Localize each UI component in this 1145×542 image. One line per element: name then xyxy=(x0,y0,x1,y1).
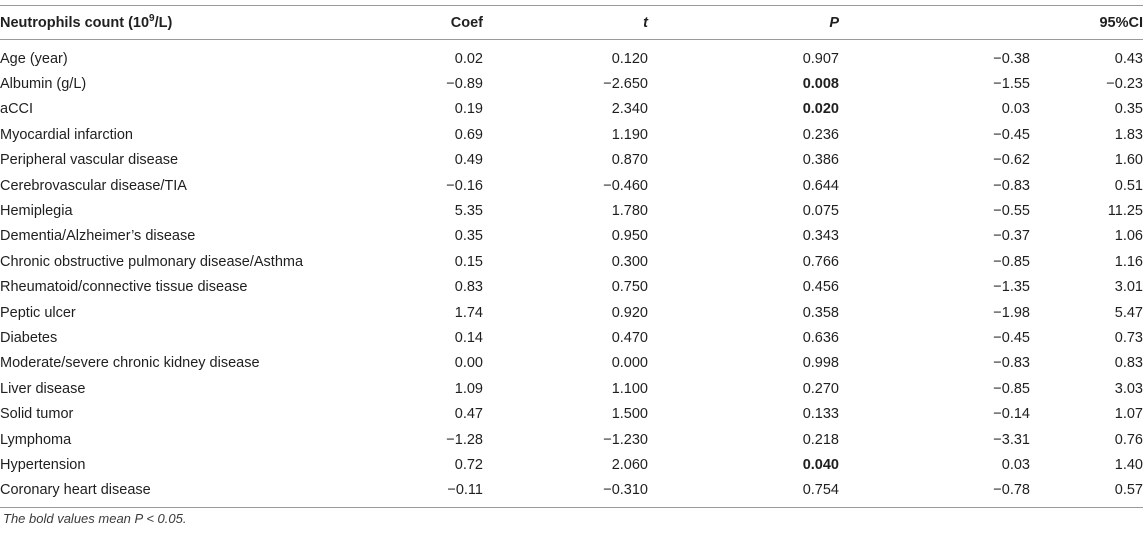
table-row xyxy=(0,401,1143,426)
ci-lower-value: −0.78 xyxy=(839,478,1030,508)
table-row xyxy=(0,198,1143,223)
row-label: Peripheral vascular disease xyxy=(0,152,179,169)
ci-lower-value: −0.62 xyxy=(993,152,1030,169)
ci-upper-value: 1.40 xyxy=(1114,456,1143,473)
table-row xyxy=(0,452,1143,477)
ci-upper-value: 5.47 xyxy=(1114,304,1143,321)
row-label: Lymphoma xyxy=(0,431,72,448)
row-label: aCCI xyxy=(0,101,34,118)
p-value: 0.644 xyxy=(802,177,839,194)
row-label: Dementia/Alzheimer’s disease xyxy=(0,228,196,245)
coef-value: −1.28 xyxy=(446,431,483,448)
regression-table xyxy=(0,5,1143,508)
ci-lower-value: −1.55 xyxy=(993,76,1030,93)
ci-lower-value: −0.85 xyxy=(993,253,1030,270)
t-value: 1.780 xyxy=(611,203,648,220)
p-value: 0.218 xyxy=(802,431,839,448)
t-value: 1.190 xyxy=(611,126,648,143)
t-value: 0.950 xyxy=(611,228,648,245)
table-row xyxy=(0,249,1143,274)
row-label: Rheumatoid/connective tissue disease xyxy=(0,279,248,296)
p-value: 0.075 xyxy=(802,203,839,220)
row-label: Chronic obstructive pulmonary disease/Asthma xyxy=(0,253,304,270)
row-label: Liver disease xyxy=(0,380,86,397)
p-value: 0.386 xyxy=(802,152,839,169)
table-row xyxy=(0,148,1143,173)
t-value: −2.650 xyxy=(603,76,648,93)
p-value: 0.754 xyxy=(648,478,839,508)
coef-value: 0.14 xyxy=(454,329,483,346)
table-row xyxy=(0,122,1143,147)
t-value: −0.310 xyxy=(483,478,648,508)
row-label: Age (year) xyxy=(0,50,68,67)
ci-lower-value: 0.03 xyxy=(1001,101,1030,118)
p-value: 0.270 xyxy=(802,380,839,397)
header-label: Neutrophils count $(10^9/L)$ xyxy=(0,6,350,40)
ci-lower-value: −0.83 xyxy=(993,355,1030,372)
table-row xyxy=(0,325,1143,350)
row-label: Albumin (g/L) xyxy=(0,76,87,93)
ci-upper-value: 1.16 xyxy=(1114,253,1143,270)
coef-value: 0.15 xyxy=(454,253,483,270)
t-value: 1.500 xyxy=(611,406,648,423)
table-row xyxy=(0,427,1143,452)
t-value: 0.470 xyxy=(611,329,648,346)
coef-value: 0.19 xyxy=(454,101,483,118)
table-footnote: The bold values mean P < 0.05. xyxy=(3,511,187,526)
ci-lower-value: −0.14 xyxy=(993,406,1030,423)
coef-value: 1.74 xyxy=(454,304,483,321)
table-row xyxy=(0,351,1143,376)
coef-value: 1.09 xyxy=(454,380,483,397)
ci-upper-value: 0.51 xyxy=(1114,177,1143,194)
ci-upper-value: −0.23 xyxy=(1106,76,1143,93)
p-value: 0.907 xyxy=(802,50,839,67)
ci-upper-value: 0.76 xyxy=(1114,431,1143,448)
ci-upper-value: 0.57 xyxy=(1030,478,1143,508)
ci-lower-value: −0.85 xyxy=(993,380,1030,397)
t-value: 0.750 xyxy=(611,279,648,296)
row-label: Hemiplegia xyxy=(0,203,73,220)
table-row xyxy=(0,71,1143,96)
coef-value: 0.83 xyxy=(454,279,483,296)
ci-upper-value: 1.60 xyxy=(1114,152,1143,169)
t-value: 0.120 xyxy=(611,50,648,67)
ci-upper-value: 1.06 xyxy=(1114,228,1143,245)
ci-lower-value: −1.35 xyxy=(993,279,1030,296)
coef-value: −0.11 xyxy=(350,478,483,508)
row-label: Cerebrovascular disease/TIA xyxy=(0,177,187,194)
coef-value: 0.69 xyxy=(454,126,483,143)
ci-upper-value: 1.83 xyxy=(1114,126,1143,143)
ci-lower-value: −0.55 xyxy=(993,203,1030,220)
coef-value: −0.16 xyxy=(446,177,483,194)
ci-lower-value: −3.31 xyxy=(993,431,1030,448)
t-value: 0.920 xyxy=(611,304,648,321)
header-coef: Coef xyxy=(350,6,483,40)
table-row xyxy=(0,173,1143,198)
row-label: Myocardial infarction xyxy=(0,126,133,143)
row-label: Hypertension xyxy=(0,456,86,473)
coef-value: −0.89 xyxy=(446,76,483,93)
ci-lower-value: −0.45 xyxy=(993,126,1030,143)
row-label: Moderate/severe chronic kidney disease xyxy=(0,355,260,372)
p-value: 0.343 xyxy=(802,228,839,245)
ci-lower-value: −0.37 xyxy=(993,228,1030,245)
coef-value: 5.35 xyxy=(454,203,483,220)
t-value: 1.100 xyxy=(611,380,648,397)
ci-upper-value: 0.73 xyxy=(1114,329,1143,346)
table-body xyxy=(0,40,1143,508)
p-value: 0.358 xyxy=(802,304,839,321)
table-row xyxy=(0,376,1143,401)
ci-upper-value: 3.01 xyxy=(1114,279,1143,296)
coef-value: 0.00 xyxy=(454,355,483,372)
table-row xyxy=(0,478,1143,508)
t-value: 0.300 xyxy=(611,253,648,270)
t-value: −0.460 xyxy=(603,177,648,194)
row-label: Coronary heart disease xyxy=(0,478,350,508)
coef-value: 0.72 xyxy=(454,456,483,473)
t-value: 2.060 xyxy=(611,456,648,473)
table-row xyxy=(0,275,1143,300)
row-label: Solid tumor xyxy=(0,406,74,423)
ci-lower-value: −0.83 xyxy=(993,177,1030,194)
ci-upper-value: 0.43 xyxy=(1114,50,1143,67)
coef-value: 0.49 xyxy=(454,152,483,169)
table-row xyxy=(0,300,1143,325)
ci-upper-value: 0.83 xyxy=(1114,355,1143,372)
ci-lower-value: −1.98 xyxy=(993,304,1030,321)
coef-value: 0.47 xyxy=(454,406,483,423)
coef-value: 0.02 xyxy=(454,50,483,67)
ci-lower-value: −0.38 xyxy=(993,50,1030,67)
ci-upper-value: 0.35 xyxy=(1114,101,1143,118)
p-value: 0.040 xyxy=(802,456,839,473)
coef-value: 0.35 xyxy=(454,228,483,245)
t-value: 2.340 xyxy=(611,101,648,118)
header-row xyxy=(0,6,1143,40)
table-row xyxy=(0,97,1143,122)
table-header xyxy=(0,6,1143,40)
row-label: Diabetes xyxy=(0,329,58,346)
ci-upper-value: 3.03 xyxy=(1114,380,1143,397)
p-value: 0.236 xyxy=(802,126,839,143)
ci-lower-value: 0.03 xyxy=(1001,456,1030,473)
t-value: −1.230 xyxy=(603,431,648,448)
p-value: 0.008 xyxy=(802,76,839,93)
p-value: 0.998 xyxy=(802,355,839,372)
header-t: t xyxy=(483,6,648,40)
p-value: 0.766 xyxy=(802,253,839,270)
header-95ci: 95%CI xyxy=(839,6,1143,40)
ci-upper-value: 1.07 xyxy=(1114,406,1143,423)
header-p: P xyxy=(648,6,839,40)
ci-lower-value: −0.45 xyxy=(993,329,1030,346)
table-row xyxy=(0,40,1143,72)
ci-upper-value: 11.25 xyxy=(1107,203,1143,220)
t-value: 0.870 xyxy=(611,152,648,169)
table-row xyxy=(0,224,1143,249)
p-value: 0.020 xyxy=(802,101,839,118)
p-value: 0.636 xyxy=(802,329,839,346)
p-value: 0.456 xyxy=(802,279,839,296)
p-value: 0.133 xyxy=(802,406,839,423)
row-label: Peptic ulcer xyxy=(0,304,76,321)
t-value: 0.000 xyxy=(611,355,648,372)
